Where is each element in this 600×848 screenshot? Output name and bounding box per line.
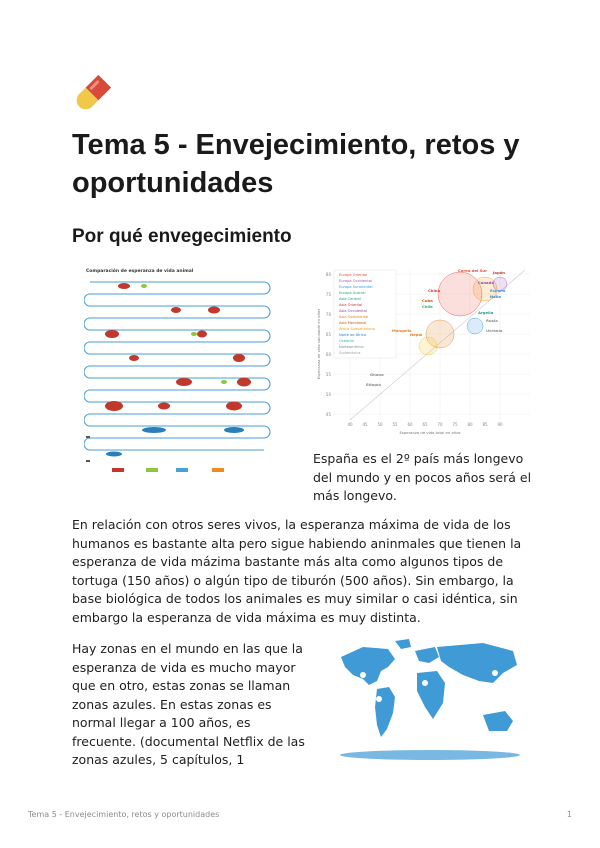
body-paragraph: En relación con otros seres vivos, la esperanza máxima de vida de los humanos es bastante alta pero sigue habiendo aninmales que tienen la esperanza de vida mázima bastante más alta como algunos tipos de tortuga (150 años) o algún tipo de tiburón (500 años). Sin embargo, la base biológica de todos los animales es muy similar o casi idéntica, sin embargo la esperanza de vida máxima es muy distinta. [72, 517, 522, 625]
life-expectancy-scatter [310, 264, 534, 442]
svg-text:65: 65 [422, 422, 428, 427]
section-heading: Por qué envegecimiento [72, 226, 292, 247]
svg-text:60: 60 [407, 422, 413, 427]
svg-text:Ucrania: Ucrania [486, 328, 503, 333]
svg-text:Europa Occidental: Europa Occidental [339, 279, 372, 283]
svg-text:Rusia: Rusia [486, 318, 498, 323]
svg-text:Esperanza de vida total en año: Esperanza de vida total en años [399, 430, 461, 435]
svg-text:55: 55 [325, 372, 331, 377]
page-number: 1 [566, 810, 572, 819]
svg-text:75: 75 [452, 422, 458, 427]
svg-text:Norte de África: Norte de África [339, 333, 367, 337]
svg-text:Corea del Sur: Corea del Sur [458, 268, 487, 273]
svg-text:45: 45 [362, 422, 368, 427]
svg-text:Asia Meridional: Asia Meridional [339, 321, 367, 325]
svg-text:Oceanía: Oceanía [339, 339, 354, 343]
animal-chart-title: Comparación de esperanza de vida animal [86, 269, 194, 274]
svg-text:Argelia: Argelia [478, 310, 494, 315]
svg-text:70: 70 [325, 312, 331, 317]
svg-text:45: 45 [325, 412, 331, 417]
svg-text:China: China [428, 288, 441, 293]
footer-title: Tema 5 - Envejecimiento, retos y oportunidades [28, 810, 220, 819]
svg-text:80: 80 [325, 272, 331, 277]
svg-text:Ghana: Ghana [370, 372, 384, 377]
svg-text:90: 90 [497, 422, 503, 427]
svg-text:50: 50 [325, 392, 331, 397]
svg-text:Europa Suroriental: Europa Suroriental [339, 285, 373, 289]
svg-text:Cuba: Cuba [422, 298, 433, 303]
svg-text:Norteamérica: Norteamérica [339, 345, 364, 349]
svg-text:Sudamérica: Sudamérica [339, 351, 361, 355]
svg-text:70: 70 [437, 422, 443, 427]
svg-text:Etiopía: Etiopía [366, 382, 381, 387]
svg-text:Chile: Chile [422, 304, 433, 309]
svg-text:Mongolia: Mongolia [392, 328, 412, 333]
svg-text:85: 85 [482, 422, 488, 427]
animal-lifespan-chart [84, 264, 288, 478]
svg-text:Canadá: Canadá [478, 280, 494, 285]
page-footer [28, 810, 572, 824]
svg-text:Asia Oriental: Asia Oriental [339, 303, 363, 307]
svg-text:Italia: Italia [490, 294, 501, 299]
svg-text:60: 60 [325, 352, 331, 357]
svg-text:40: 40 [347, 422, 353, 427]
blue-zones-paragraph: Hay zonas en el mundo en las que la esperanza de vida es mucho mayor que en otro, estas zonas se llaman zonas azules. En estas zonas es normal llegar a 100 años, es frecuente. (documental Netflix de las zonas azules, 5 capítulos, 1 [72, 641, 305, 767]
page-title: Tema 5 - Envejecimiento, retos y oportunidades [72, 129, 520, 199]
svg-text:75: 75 [325, 292, 331, 297]
svg-text:España: España [490, 288, 506, 293]
pill-icon [72, 74, 112, 114]
svg-text:Asia Central: Asia Central [339, 297, 361, 301]
svg-text:Japón: Japón [493, 270, 506, 275]
svg-text:55: 55 [392, 422, 398, 427]
figure-caption: España es el 2º país más longevo del mundo y en pocos años será el más longevo. [313, 451, 532, 503]
svg-text:Asia Sudoriental: Asia Sudoriental [339, 315, 369, 319]
world-map [333, 637, 528, 762]
svg-text:África Subsahariana: África Subsahariana [339, 327, 375, 331]
svg-text:50: 50 [377, 422, 383, 427]
svg-text:Europa Oriental: Europa Oriental [339, 273, 368, 277]
svg-text:65: 65 [325, 332, 331, 337]
svg-text:Asia Occidental: Asia Occidental [339, 309, 367, 313]
svg-text:80: 80 [467, 422, 473, 427]
svg-text:Europa Austral: Europa Austral [339, 291, 366, 295]
svg-text:Esperanza de vida saludable en: Esperanza de vida saludable en años [316, 308, 321, 380]
svg-text:Nepal: Nepal [410, 332, 423, 337]
